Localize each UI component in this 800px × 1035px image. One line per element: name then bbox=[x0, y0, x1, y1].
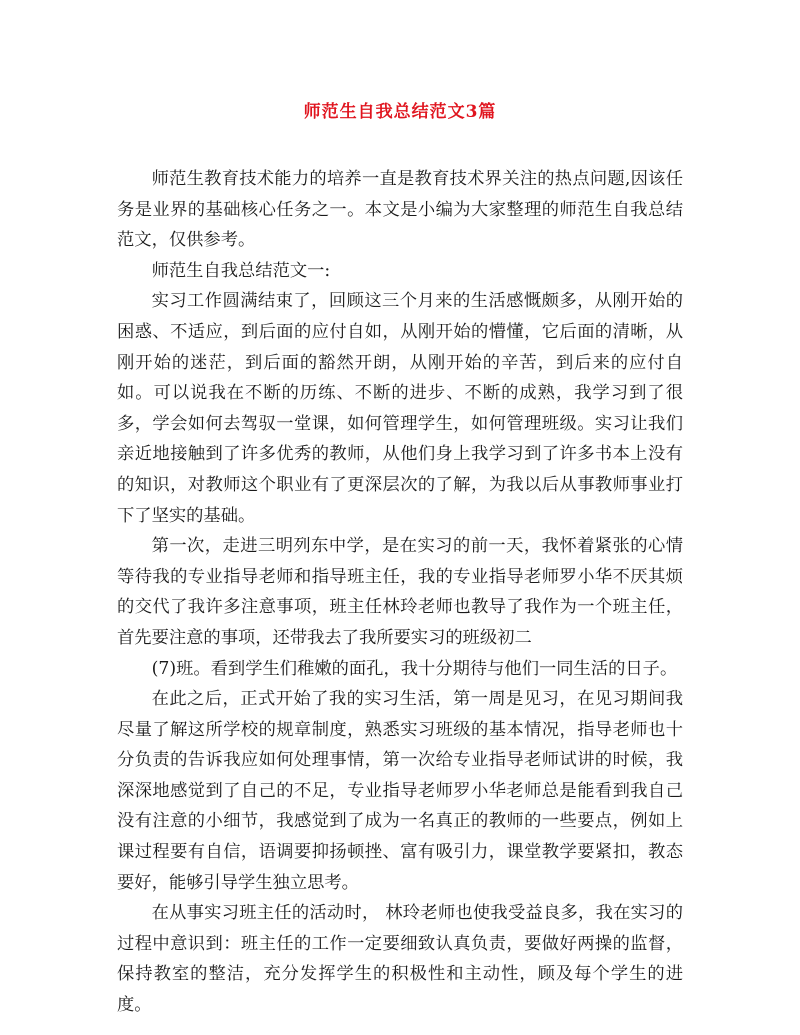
section-heading: 师范生自我总结范文一: bbox=[151, 260, 331, 281]
body-paragraph: (7)班。看到学生们稚嫩的面孔，我十分期待与他们一同生活的日子。 bbox=[151, 658, 678, 679]
title-spacer bbox=[117, 128, 683, 164]
document-page bbox=[117, 96, 683, 1021]
body-paragraph: 实习工作圆满结束了，回顾这三个月来的生活感慨颇多，从刚开始的困惑、不适应，到后面的应付自如，从刚开始的懵懂，它后面的清晰，从刚开始的迷茫，到后面的豁然开朗，从刚开始的辛苦，到后来的应付自如。可以说我在不断的历练、不断的进步、不断的成熟，我学习到了很多，学会如何去驾驭一堂课，如何管理学生，如何管理班级。实习让我们亲近地接触到了许多优秀的教师，从他们身上我学习到了许多书本上没有的知识，对教师这个职业有了更深层次的了解，为我以后从事教师事业打下了坚实的基础。 bbox=[117, 291, 683, 526]
body-paragraph: 第一次，走进三明列东中学，是在实习的前一天，我怀着紧张的心情等待我的专业指导老师和指导班主任，我的专业指导老师罗小华不厌其烦的交代了我许多注意事项，班主任林玲老师也教导了我作为一个班主任，首先要注意的事项，还带我去了我所要实习的班级初二 bbox=[117, 536, 683, 648]
intro-paragraph: 师范生教育技术能力的培养一直是教育技术界关注的热点问题,因该任务是业界的基础核心任务之一。本文是小编为大家整理的师范生自我总结范文，仅供参考。 bbox=[117, 169, 683, 251]
body-paragraph: 在此之后，正式开始了我的实习生活，第一周是见习，在见习期间我尽量了解这所学校的规章制度，熟悉实习班级的基本情况，指导老师也十分负责的告诉我应如何处理事情，第一次给专业指导老师试讲的时候，我深深地感觉到了自己的不足，专业指导老师罗小华老师总是能看到我自己没有注意的小细节，我感觉到了成为一名真正的教师的一些要点，例如上课过程要有自信，语调要抑扬顿挫、富有吸引力，课堂教学要紧扣，教态要好，能够引导学生独立思考。 bbox=[117, 689, 683, 893]
document-title: 师范生自我总结范文3篇 bbox=[303, 102, 497, 122]
body-paragraph: 在从事实习班主任的活动时， 林玲老师也使我受益良多，我在实习的过程中意识到：班主任的工作一定要细致认真负责，要做好两操的监督，保持教室的整洁，充分发挥学生的积极性和主动性，顾及每个学生的进度。 bbox=[117, 903, 683, 1016]
